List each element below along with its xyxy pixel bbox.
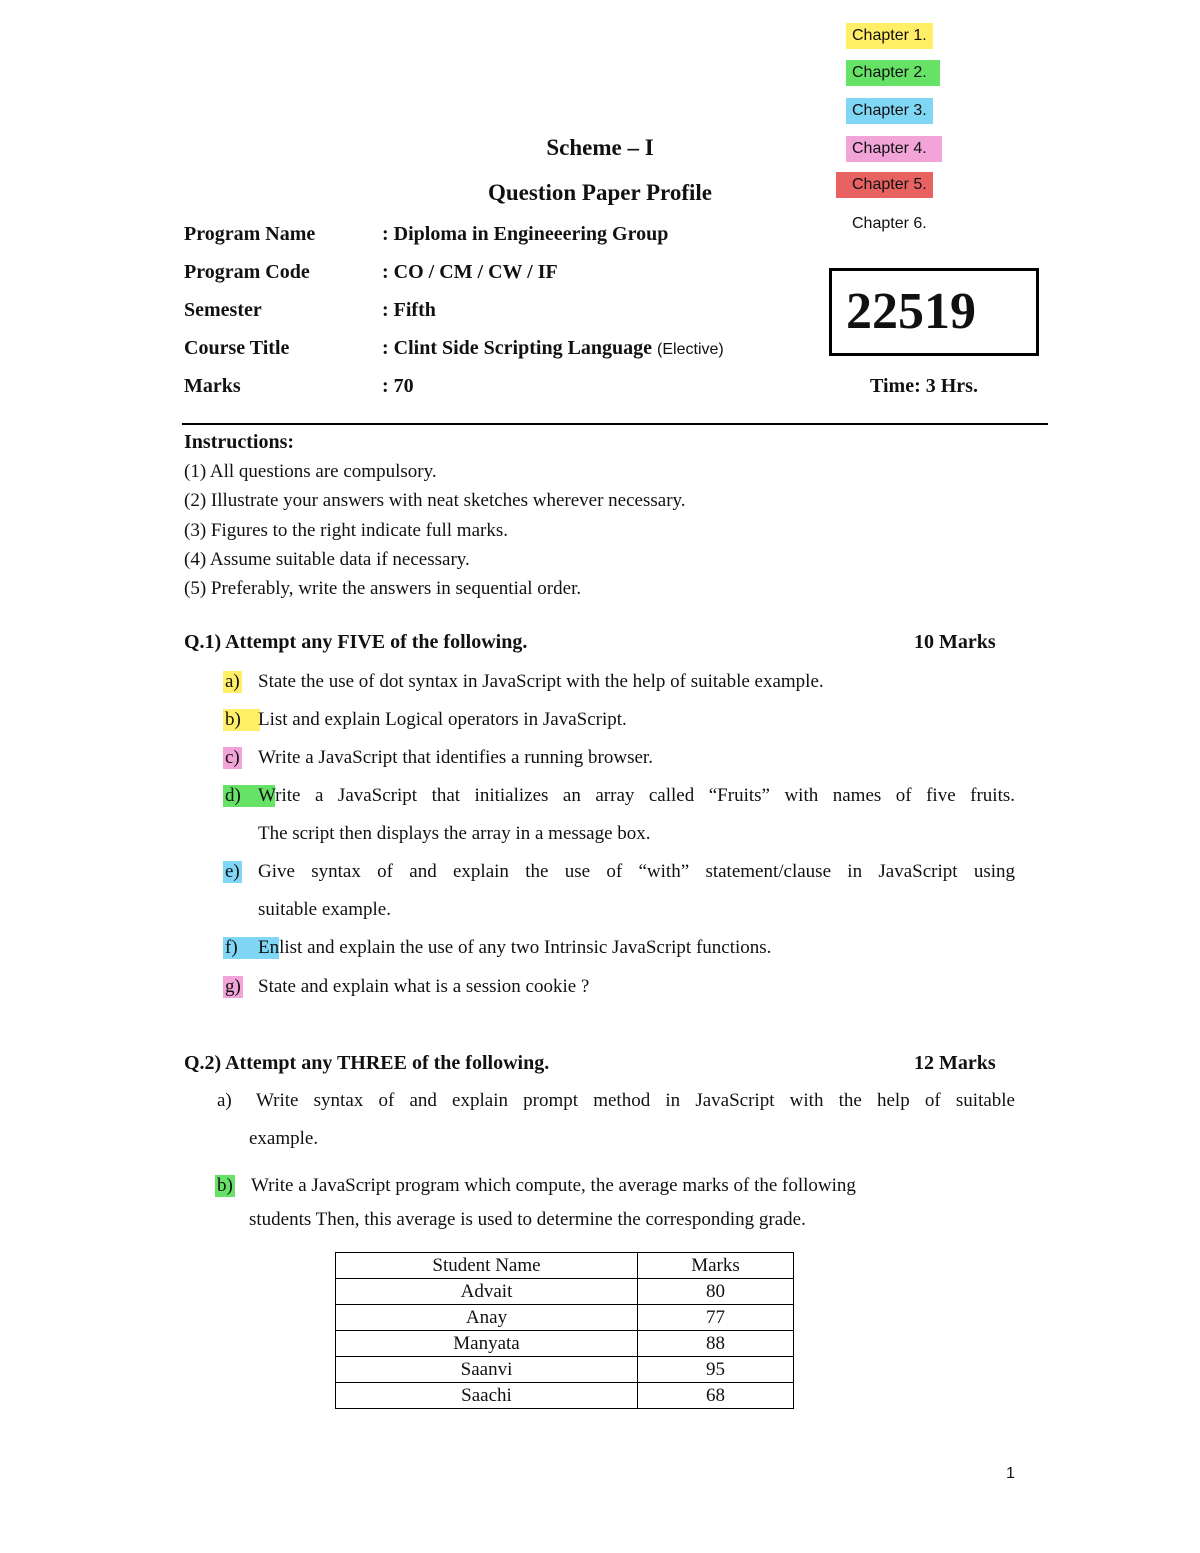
table-header-row [336,1253,794,1279]
q1-d-text: Write a JavaScript that initializes an array called “Fruits” with names of five fruits. [258,785,1015,806]
instruction-item: (4) Assume suitable data if necessary. [184,549,470,570]
page-title: Question Paper Profile [487,180,712,205]
student-name-cell: Saachi [336,1383,638,1409]
instruction-item: (5) Preferably, write the answers in sequential order. [184,578,582,599]
program-code-label: Program Code [184,261,310,283]
q1-d-text-cont: The script then displays the array in a message box. [258,823,651,844]
q2-a-letter: a) [217,1090,232,1111]
student-marks-table [335,1252,794,1409]
paper-code-box: 22519 [829,268,1039,356]
student-name-cell: Saanvi [336,1357,638,1383]
semester-value: : Fifth [382,299,436,321]
chapter-legend-3: Chapter 3. [846,98,933,124]
student-marks-cell: 88 [638,1331,794,1357]
instruction-item: (1) All questions are compulsory. [184,461,437,482]
student-name-cell: Manyata [336,1331,638,1357]
table-row [336,1357,794,1383]
chapter-legend-5: Chapter 5. [836,172,933,198]
q1-heading: Q.1) Attempt any FIVE of the following. [184,631,528,653]
table-header-marks: Marks [638,1253,794,1279]
semester-label: Semester [184,299,262,321]
q2-a-text: Write syntax of and explain prompt method in JavaScript with the help of suitable [256,1090,1015,1111]
student-marks-cell: 95 [638,1357,794,1383]
page-number: 1 [1006,1465,1015,1482]
marks-label: Marks [184,375,241,397]
q2-marks: 12 Marks [914,1052,996,1074]
program-name-value: : Diploma in Engineeering Group [382,223,669,245]
q1-c-letter: c) [225,747,240,768]
chapter-legend-4: Chapter 4. [846,136,942,162]
instruction-item: (2) Illustrate your answers with neat sketches wherever necessary. [184,490,686,511]
q1-b-text: List and explain Logical operators in JavaScript. [258,709,627,730]
course-title-label: Course Title [184,337,290,359]
q1-e-text-cont: suitable example. [258,899,391,920]
chapter-legend-2: Chapter 2. [846,60,940,86]
q2-b-text-cont: students Then, this average is used to determine the corresponding grade. [249,1209,806,1230]
program-name-label: Program Name [184,223,316,245]
q1-f-letter: f) [223,937,279,959]
student-marks-cell: 77 [638,1305,794,1331]
course-title-value: : Clint Side Scripting Language [382,337,653,359]
student-marks-cell: 68 [638,1383,794,1409]
q2-heading: Q.2) Attempt any THREE of the following. [184,1052,550,1074]
q2-b-letter: b) [217,1175,233,1196]
q1-marks: 10 Marks [914,631,996,653]
instructions-heading: Instructions: [184,431,295,453]
marks-value: : 70 [382,375,414,397]
course-elective-note: (Elective) [657,341,724,358]
q1-b-letter: b) [223,709,260,731]
q2-b-text: Write a JavaScript program which compute, the average marks of the following [251,1175,856,1196]
time-duration: Time: 3 Hrs. [870,375,978,397]
table-header-student-name: Student Name [336,1253,638,1279]
q1-g-letter: g) [225,976,241,997]
table-row [336,1279,794,1305]
q1-e-letter: e) [225,861,240,882]
q1-e-text: Give syntax of and explain the use of “with” statement/clause in JavaScript using [258,861,1015,882]
q1-d-letter: d) [223,785,275,807]
course-title-row [382,337,724,360]
header-divider [182,423,1048,425]
table-row [336,1305,794,1331]
table-row [336,1331,794,1357]
program-code-value: : CO / CM / CW / IF [382,261,558,283]
instruction-item: (3) Figures to the right indicate full marks. [184,520,508,541]
student-name-cell: Advait [336,1279,638,1305]
chapter-legend-6: Chapter 6. [852,215,927,232]
chapter-legend-1: Chapter 1. [846,23,933,49]
q1-a-letter: a) [225,671,240,692]
q1-g-text: State and explain what is a session cookie ? [258,976,590,997]
student-marks-cell: 80 [638,1279,794,1305]
q2-a-text-cont: example. [249,1128,319,1149]
q1-f-text: Enlist and explain the use of any two Intrinsic JavaScript functions. [258,937,772,958]
scheme-title: Scheme – I [546,135,654,160]
q1-a-text: State the use of dot syntax in JavaScript with the help of suitable example. [258,671,824,692]
student-name-cell: Anay [336,1305,638,1331]
q1-c-text: Write a JavaScript that identifies a running browser. [258,747,653,768]
table-row [336,1383,794,1409]
